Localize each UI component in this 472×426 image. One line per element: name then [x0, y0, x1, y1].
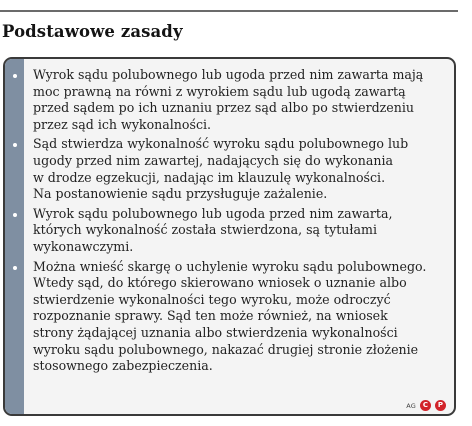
list-item-line: Sąd stwierdza wykonalność wyroku sądu polubownego lub — [33, 136, 409, 152]
list-item-line: stwierdzenie wykonalności tego wyroku, może odroczyć — [33, 291, 391, 307]
list-item-line: strony żądającej uznania albo stwierdzenia wykonalności — [33, 324, 398, 340]
list-item-line: ugody przed nim zawartej, nadających się do wykonania — [33, 152, 394, 168]
bullet-icon — [13, 213, 17, 217]
copyright-icon: C — [420, 400, 431, 411]
box-title: Podstawowe zasady — [2, 22, 183, 41]
rules-list — [5, 67, 454, 378]
info-box — [3, 57, 456, 416]
list-item-line: wykonawczymi. — [33, 238, 134, 254]
list-item-line: wyroku sądu polubownego, nakazać drugiej stronie złożenie — [33, 341, 419, 357]
list-item-line: których wykonalność została stwierdzona, są tytułami — [33, 222, 377, 238]
list-item-line: Wyrok sądu polubownego lub ugoda przed nim zawarta, — [33, 205, 393, 221]
top-rule — [0, 10, 458, 12]
publisher-icon: P — [435, 400, 446, 411]
list-item-line: rozpoznanie sprawy. Sąd ten może również, na wniosek — [33, 308, 388, 324]
list-item-line: Na postanowienie sądu przysługuje zażalenie. — [33, 186, 328, 202]
bullet-icon — [13, 143, 17, 147]
list-item-line: przed sądem po ich uznaniu przez sąd albo po stwierdzeniu — [33, 100, 415, 116]
list-item — [5, 206, 454, 256]
bullet-icon — [13, 74, 17, 78]
list-item-line: stosownego zabezpieczenia. — [33, 358, 213, 374]
list-item — [5, 259, 454, 375]
list-item-line: Można wnieść skargę o uchylenie wyroku sądu polubownego. — [33, 258, 427, 274]
list-item-line: w drodze egzekucji, nadając im klauzulę wykonalności. — [33, 169, 386, 185]
list-item-line: Wtedy sąd, do którego skierowano wniosek o uznanie albo — [33, 275, 407, 291]
credit — [406, 400, 446, 411]
list-item — [5, 67, 454, 133]
list-item — [5, 136, 454, 202]
bullet-icon — [13, 266, 17, 270]
list-item-line: Wyrok sądu polubownego lub ugoda przed nim zawarta mają — [33, 67, 424, 82]
author-credit: AG — [406, 401, 416, 410]
list-item-line: przez sąd ich wykonalności. — [33, 116, 212, 132]
list-item-line: moc prawną na równi z wyrokiem sądu lub ugodą zawartą — [33, 83, 406, 99]
